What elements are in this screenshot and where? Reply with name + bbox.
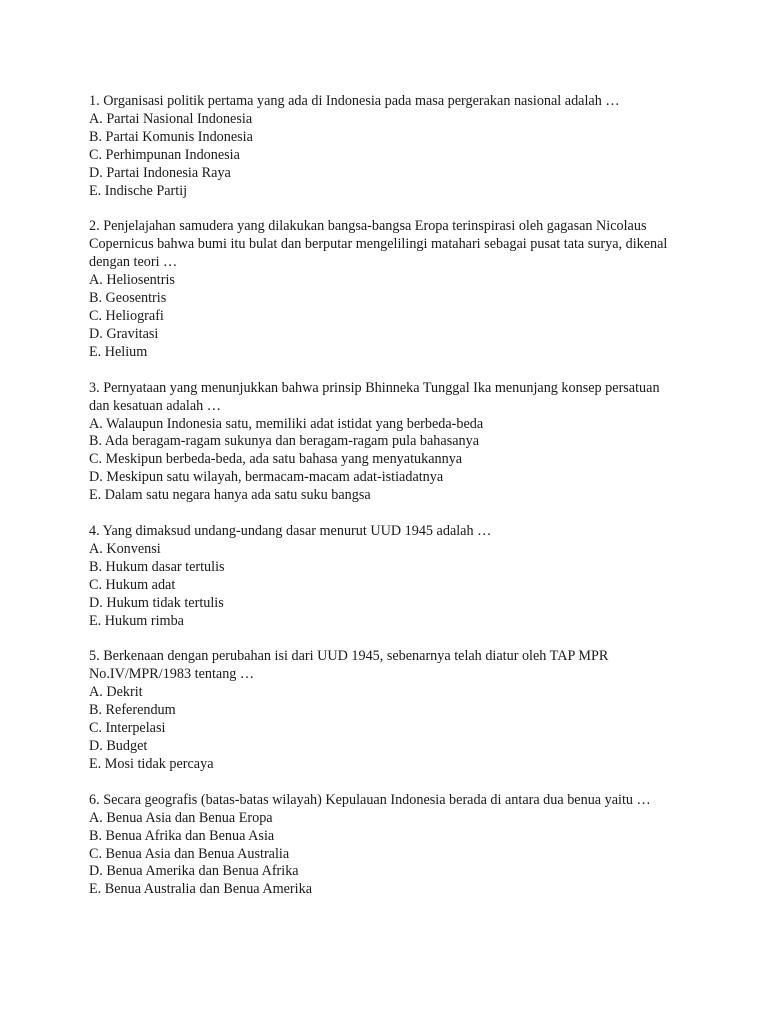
option-list — [89, 272, 679, 362]
option-e: E. Mosi tidak percaya — [89, 755, 214, 772]
question-text: 2. Penjelajahan samudera yang dilakukan bangsa-bangsa Eropa terinspirasi oleh gagasan Nicolaus Copernicus bahwa bumi itu bulat dan berputar mengelilingi matahari sebagai pusat tata surya, dikenal dengan teori … — [89, 218, 668, 271]
option-c: C. Heliografi — [89, 307, 164, 324]
option-e: E. Dalam satu negara hanya ada satu suku bangsa — [89, 487, 371, 504]
option-b: B. Hukum dasar tertulis — [89, 558, 225, 575]
option-b: B. Benua Afrika dan Benua Asia — [89, 827, 275, 844]
question-sheet — [89, 93, 679, 917]
option-d: D. Meskipun satu wilayah, bermacam-macam adat-istiadatnya — [89, 469, 444, 486]
option-b: B. Ada beragam-ragam sukunya dan beragam-ragam pula bahasanya — [89, 433, 479, 450]
question-text: 1. Organisasi politik pertama yang ada di Indonesia pada masa pergerakan nasional adalah … — [89, 93, 620, 109]
option-e: E. Indische Partij — [89, 182, 188, 199]
option-a: A. Walaupun Indonesia satu, memiliki adat istidat yang berbeda-beda — [89, 415, 484, 432]
option-e: E. Benua Australia dan Benua Amerika — [89, 881, 312, 898]
option-b: B. Referendum — [89, 702, 176, 719]
option-c: C. Perhimpunan Indonesia — [89, 146, 240, 163]
question-text: 3. Pernyataan yang menunjukkan bahwa prinsip Bhinneka Tunggal Ika menunjang konsep persatuan dan kesatuan adalah … — [89, 379, 660, 414]
option-d: D. Budget — [89, 738, 148, 754]
option-d: D. Gravitasi — [89, 325, 159, 342]
option-b: B. Partai Komunis Indonesia — [89, 128, 253, 145]
option-c: C. Interpelasi — [89, 720, 166, 737]
option-list — [89, 684, 679, 774]
option-a: A. Konvensi — [89, 540, 161, 557]
option-list — [89, 810, 679, 900]
question-2 — [89, 218, 679, 361]
question-5 — [89, 648, 679, 773]
option-e: E. Helium — [89, 343, 148, 360]
option-list — [89, 111, 679, 201]
option-d: D. Benua Amerika dan Benua Afrika — [89, 863, 299, 880]
question-text: 5. Berkenaan dengan perubahan isi dari UUD 1945, sebenarnya telah diatur oleh TAP MPR No.IV/MPR/1983 tentang … — [89, 648, 609, 683]
option-c: C. Benua Asia dan Benua Australia — [89, 845, 290, 862]
option-d: D. Partai Indonesia Raya — [89, 164, 231, 181]
option-a: A. Partai Nasional Indonesia — [89, 110, 253, 127]
question-6 — [89, 792, 679, 899]
option-e: E. Hukum rimba — [89, 612, 184, 629]
option-c: C. Hukum adat — [89, 576, 176, 593]
option-list — [89, 541, 679, 631]
question-1 — [89, 93, 679, 200]
option-d: D. Hukum tidak tertulis — [89, 594, 224, 611]
option-list — [89, 416, 679, 506]
option-a: A. Benua Asia dan Benua Eropa — [89, 809, 273, 826]
question-3 — [89, 380, 679, 505]
option-a: A. Heliosentris — [89, 272, 175, 289]
option-a: A. Dekrit — [89, 684, 143, 701]
question-4 — [89, 523, 679, 630]
question-text: 4. Yang dimaksud undang-undang dasar menurut UUD 1945 adalah … — [89, 523, 492, 540]
question-text: 6. Secara geografis (batas-batas wilayah) Kepulauan Indonesia berada di antara dua benua yaitu … — [89, 791, 651, 808]
option-b: B. Geosentris — [89, 290, 167, 307]
option-c: C. Meskipun berbeda-beda, ada satu bahasa yang menyatukannya — [89, 451, 463, 468]
